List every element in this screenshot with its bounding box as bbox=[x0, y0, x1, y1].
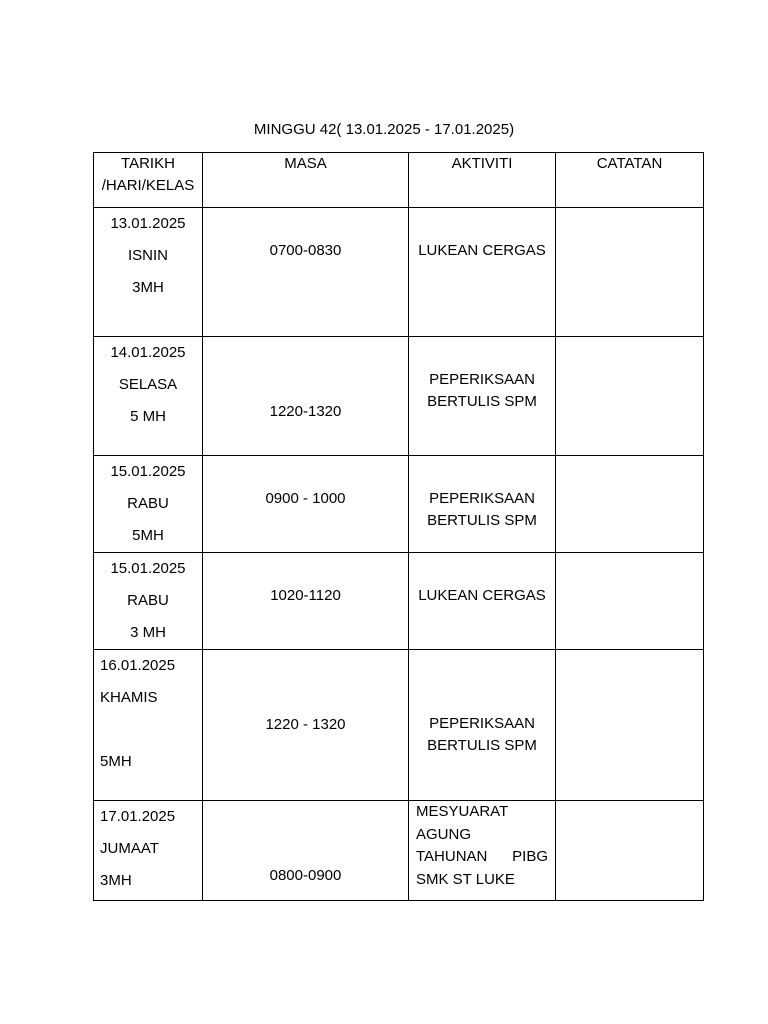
header-masa bbox=[203, 153, 409, 208]
cell-tarikh bbox=[94, 650, 203, 801]
table-row bbox=[94, 337, 704, 456]
row-day: KHAMIS bbox=[100, 689, 158, 706]
row-day: RABU bbox=[127, 592, 169, 609]
row-masa: 1020-1120 bbox=[270, 587, 341, 604]
cell-aktiviti bbox=[409, 650, 556, 801]
cell-catatan bbox=[556, 456, 704, 553]
row-aktiviti-line: LUKEAN CERGAS bbox=[418, 587, 546, 604]
row-day: RABU bbox=[127, 495, 169, 512]
row-day: JUMAAT bbox=[100, 840, 159, 857]
row-date: 17.01.2025 bbox=[100, 808, 176, 825]
cell-aktiviti bbox=[409, 456, 556, 553]
row-aktiviti-line: LUKEAN CERGAS bbox=[418, 242, 546, 259]
row-kelas: 3MH bbox=[100, 872, 132, 889]
schedule-table bbox=[93, 152, 704, 901]
row-masa: 0800-0900 bbox=[269, 867, 342, 884]
row-day: SELASA bbox=[118, 376, 178, 393]
header-aktiviti-label: AKTIVITI bbox=[451, 155, 513, 172]
header-catatan-label: CATATAN bbox=[596, 155, 663, 172]
header-catatan bbox=[556, 153, 704, 208]
cell-tarikh bbox=[94, 456, 203, 553]
row-masa: 1220 - 1320 bbox=[265, 716, 346, 733]
cell-catatan bbox=[556, 650, 704, 801]
cell-catatan bbox=[556, 337, 704, 456]
row-aktiviti-line: SMK ST LUKE bbox=[416, 870, 515, 888]
cell-catatan bbox=[556, 208, 704, 337]
cell-aktiviti bbox=[409, 208, 556, 337]
row-aktiviti-line: MESYUARAT bbox=[416, 803, 509, 820]
cell-masa bbox=[203, 801, 409, 901]
cell-masa bbox=[203, 553, 409, 650]
cell-aktiviti bbox=[409, 801, 556, 901]
header-tarikh-line-2: /HARI/KELAS bbox=[101, 177, 195, 194]
cell-catatan bbox=[556, 553, 704, 650]
row-date: 15.01.2025 bbox=[110, 463, 186, 480]
cell-aktiviti bbox=[409, 553, 556, 650]
row-kelas: 5MH bbox=[132, 527, 164, 544]
row-aktiviti-line: PEPERIKSAAN bbox=[429, 371, 535, 388]
row-masa: 0700-0830 bbox=[269, 242, 342, 259]
row-aktiviti-line: PEPERIKSAAN bbox=[429, 490, 535, 507]
row-aktiviti-line: PEPERIKSAAN bbox=[429, 715, 535, 732]
row-date: 14.01.2025 bbox=[110, 344, 186, 361]
row-spacer bbox=[100, 714, 202, 746]
header-tarikh-line-1: TARIKH bbox=[121, 155, 175, 172]
cell-aktiviti bbox=[409, 337, 556, 456]
row-kelas: 3MH bbox=[132, 279, 164, 296]
cell-masa bbox=[203, 456, 409, 553]
row-kelas: 5MH bbox=[100, 753, 132, 770]
table-header-row bbox=[94, 153, 704, 208]
row-kelas: 5 MH bbox=[130, 408, 166, 425]
table-row bbox=[94, 650, 704, 801]
row-date: 16.01.2025 bbox=[100, 657, 176, 674]
row-kelas: 3 MH bbox=[130, 624, 166, 641]
row-aktiviti-line: BERTULIS SPM bbox=[427, 512, 537, 529]
table-row bbox=[94, 801, 704, 901]
header-masa-label: MASA bbox=[284, 155, 327, 172]
cell-tarikh bbox=[94, 208, 203, 337]
page-title: MINGGU 42( 13.01.2025 - 17.01.2025) bbox=[253, 121, 515, 138]
row-masa: 0900 - 1000 bbox=[265, 490, 346, 507]
cell-tarikh bbox=[94, 553, 203, 650]
row-aktiviti-line: TAHUNAN PIBG bbox=[416, 848, 548, 865]
cell-masa bbox=[203, 337, 409, 456]
cell-tarikh bbox=[94, 801, 203, 901]
row-aktiviti-line: AGUNG bbox=[416, 825, 472, 843]
row-aktiviti-line: BERTULIS SPM bbox=[427, 393, 537, 410]
row-date: 15.01.2025 bbox=[110, 560, 186, 577]
table-row bbox=[94, 208, 704, 337]
row-day: ISNIN bbox=[127, 247, 168, 264]
table-row bbox=[94, 456, 704, 553]
row-date: 13.01.2025 bbox=[110, 215, 186, 232]
cell-tarikh bbox=[94, 337, 203, 456]
row-masa: 1220-1320 bbox=[269, 403, 342, 420]
cell-catatan bbox=[556, 801, 704, 901]
table-row bbox=[94, 553, 704, 650]
cell-masa bbox=[203, 208, 409, 337]
header-aktiviti bbox=[409, 153, 556, 208]
header-tarikh bbox=[94, 153, 203, 208]
cell-masa bbox=[203, 650, 409, 801]
row-aktiviti-line: BERTULIS SPM bbox=[427, 737, 537, 754]
